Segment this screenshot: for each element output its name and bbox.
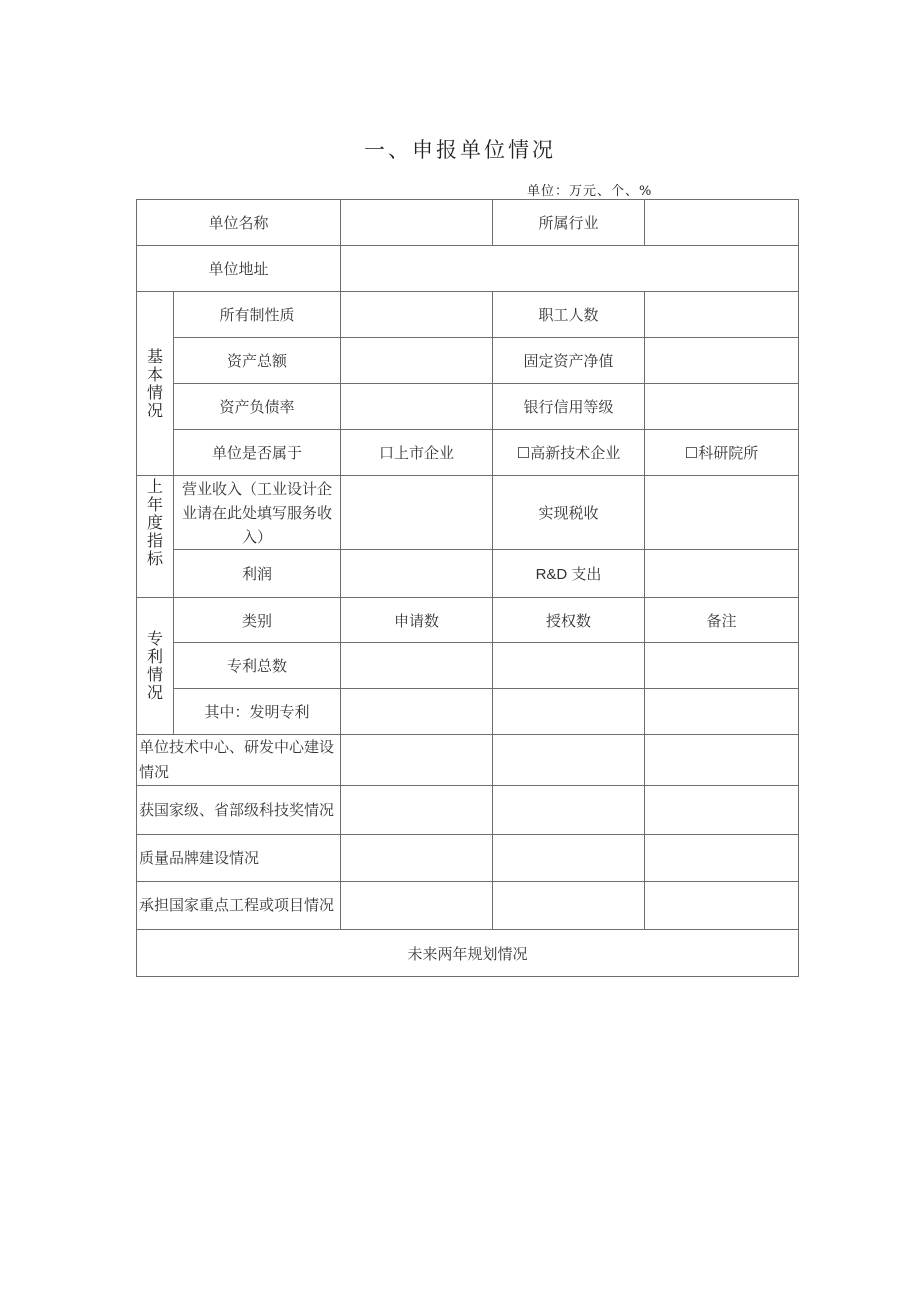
input-debt-ratio[interactable] — [341, 384, 493, 430]
input-invention-granted[interactable] — [493, 689, 645, 735]
input-unit-address[interactable] — [341, 246, 799, 292]
section-label-last-year: 上年度指标 — [146, 477, 163, 568]
input-quality-brand-1[interactable] — [341, 835, 493, 882]
input-rd-center-2[interactable] — [493, 735, 645, 786]
input-awards-1[interactable] — [341, 786, 493, 835]
table-row-future-plan — [137, 930, 799, 977]
section-label-patents: 专利情况 — [146, 629, 163, 702]
header-note: 备注 — [645, 598, 799, 643]
label-revenue: 营业收入（工业设计企业请在此处填写服务收入） — [174, 476, 341, 550]
section-basic — [137, 292, 174, 476]
table-row-quality-brand — [137, 835, 799, 882]
input-employees[interactable] — [645, 292, 799, 338]
application-form-table — [136, 199, 799, 977]
input-tax[interactable] — [645, 476, 799, 550]
label-profit: 利润 — [174, 550, 341, 598]
header-granted: 授权数 — [493, 598, 645, 643]
option-listed-company[interactable]: 口上市企业 — [379, 444, 455, 462]
input-credit-rating[interactable] — [645, 384, 799, 430]
page-title: 一、申报单位情况 — [364, 138, 556, 162]
unit-note: 单位：万元、个、% — [527, 184, 653, 199]
label-future-plan: 未来两年规划情况 — [137, 930, 799, 977]
label-national-projects: 承担国家重点工程或项目情况 — [137, 882, 341, 930]
table-row-patent-headers — [137, 598, 799, 643]
label-fixed-assets: 固定资产净值 — [493, 338, 645, 384]
input-rd-center-1[interactable] — [341, 735, 493, 786]
input-patent-total-applied[interactable] — [341, 643, 493, 689]
label-debt-ratio: 资产负债率 — [174, 384, 341, 430]
table-row-rd-center — [137, 735, 799, 786]
label-industry: 所属行业 — [493, 200, 645, 246]
table-row-profit — [137, 550, 799, 598]
table-row-invention-patent — [137, 689, 799, 735]
input-total-assets[interactable] — [341, 338, 493, 384]
checkbox-high-tech[interactable] — [493, 430, 645, 476]
checkbox-listed-company[interactable] — [341, 430, 493, 476]
table-row-patent-total — [137, 643, 799, 689]
table-row-membership — [137, 430, 799, 476]
input-national-projects-2[interactable] — [493, 882, 645, 930]
input-industry[interactable] — [645, 200, 799, 246]
label-ownership: 所有制性质 — [174, 292, 341, 338]
table-row-debt-ratio — [137, 384, 799, 430]
table-row-ownership — [137, 292, 799, 338]
label-credit-rating: 银行信用等级 — [493, 384, 645, 430]
input-patent-total-granted[interactable] — [493, 643, 645, 689]
input-profit[interactable] — [341, 550, 493, 598]
input-awards-2[interactable] — [493, 786, 645, 835]
input-quality-brand-3[interactable] — [645, 835, 799, 882]
input-quality-brand-2[interactable] — [493, 835, 645, 882]
checkbox-research-institute[interactable] — [645, 430, 799, 476]
input-ownership[interactable] — [341, 292, 493, 338]
table-row-awards — [137, 786, 799, 835]
section-last-year — [137, 476, 174, 598]
label-employees: 职工人数 — [493, 292, 645, 338]
input-unit-name[interactable] — [341, 200, 493, 246]
option-high-tech[interactable]: ☐高新技术企业 — [516, 444, 621, 462]
label-patent-total: 专利总数 — [174, 643, 341, 689]
section-patents — [137, 598, 174, 735]
header-applied: 申请数 — [341, 598, 493, 643]
input-revenue[interactable] — [341, 476, 493, 550]
input-national-projects-3[interactable] — [645, 882, 799, 930]
input-awards-3[interactable] — [645, 786, 799, 835]
input-invention-applied[interactable] — [341, 689, 493, 735]
table-row-national-projects — [137, 882, 799, 930]
table-row-revenue — [137, 476, 799, 550]
input-rd-center-3[interactable] — [645, 735, 799, 786]
label-quality-brand: 质量品牌建设情况 — [137, 835, 341, 882]
input-fixed-assets[interactable] — [645, 338, 799, 384]
label-membership: 单位是否属于 — [174, 430, 341, 476]
input-patent-total-note[interactable] — [645, 643, 799, 689]
option-research-institute[interactable]: ☐科研院所 — [684, 444, 759, 462]
section-label-basic: 基本情况 — [146, 346, 163, 420]
label-total-assets: 资产总额 — [174, 338, 341, 384]
table-row-unit-name — [137, 200, 799, 246]
table-row-unit-address — [137, 246, 799, 292]
header-category: 类别 — [174, 598, 341, 643]
input-rd-expense[interactable] — [645, 550, 799, 598]
input-national-projects-1[interactable] — [341, 882, 493, 930]
input-invention-note[interactable] — [645, 689, 799, 735]
label-unit-address: 单位地址 — [137, 246, 341, 292]
table-row-total-assets — [137, 338, 799, 384]
label-awards: 获国家级、省部级科技奖情况 — [137, 786, 341, 835]
label-rd-expense: R&D 支出 — [493, 550, 645, 598]
label-invention-patent: 其中：发明专利 — [174, 689, 341, 735]
label-unit-name: 单位名称 — [137, 200, 341, 246]
label-rd-center: 单位技术中心、研发中心建设情况 — [137, 735, 341, 786]
label-tax: 实现税收 — [493, 476, 645, 550]
